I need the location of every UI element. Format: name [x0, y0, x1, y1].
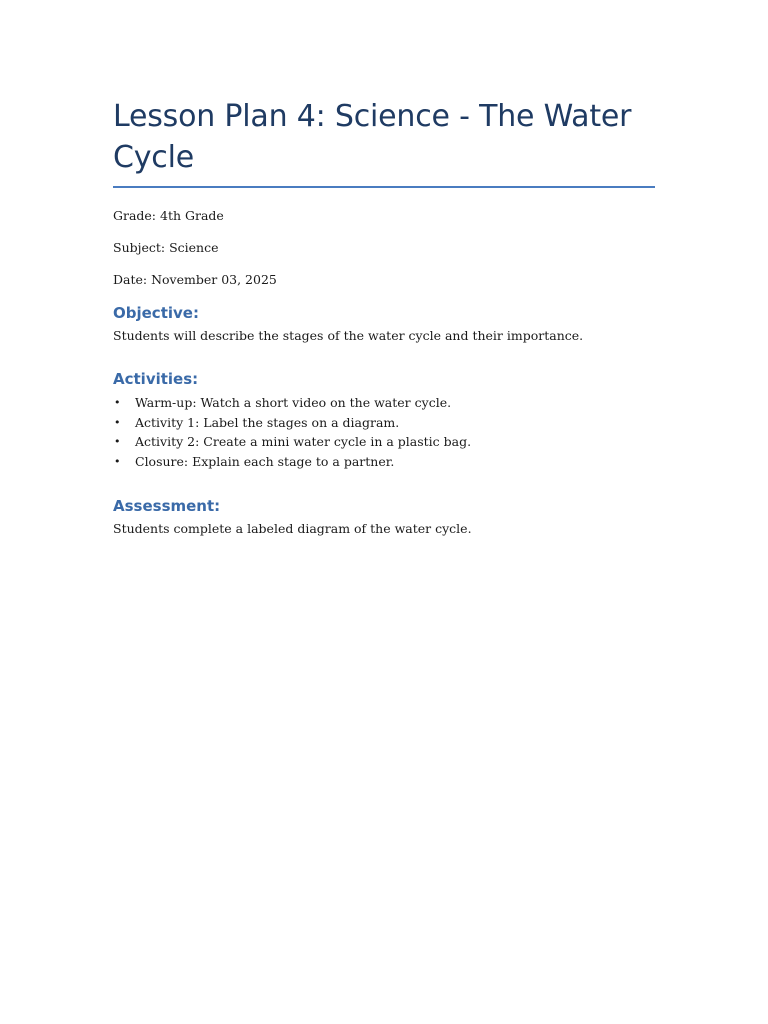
bullet-icon: • [114, 415, 121, 429]
document-title: Lesson Plan 4: Science - The Water Cycle [113, 96, 655, 188]
list-item-text: Activity 1: Label the stages on a diagram. [135, 414, 400, 430]
activities-heading: Activities: [113, 370, 199, 388]
list-item [113, 393, 655, 413]
list-item [113, 452, 655, 472]
activities-section [113, 370, 655, 471]
document-page [113, 96, 655, 537]
list-item [113, 413, 655, 433]
objective-heading: Objective: [113, 304, 199, 322]
grade-line: Grade: 4th Grade [113, 208, 224, 223]
assessment-heading: Assessment: [113, 497, 221, 515]
bullet-icon: • [114, 396, 121, 409]
list-item-text: Activity 2: Create a mini water cycle in a plastic bag. [135, 434, 472, 449]
activities-list [113, 393, 655, 471]
subject-line: Subject: Science [113, 240, 219, 255]
lesson-meta [113, 208, 655, 288]
assessment-section [113, 497, 655, 537]
objective-text: Students will describe the stages of the water cycle and their importance. [113, 328, 584, 343]
list-item [113, 432, 655, 452]
assessment-text: Students complete a labeled diagram of the water cycle. [113, 521, 472, 536]
bullet-icon: • [114, 454, 121, 468]
bullet-icon: • [114, 435, 121, 448]
objective-section [113, 304, 655, 344]
list-item-text: Warm-up: Watch a short video on the water cycle. [135, 395, 452, 410]
list-item-text: Closure: Explain each stage to a partner. [135, 453, 395, 469]
date-line: Date: November 03, 2025 [113, 272, 277, 287]
